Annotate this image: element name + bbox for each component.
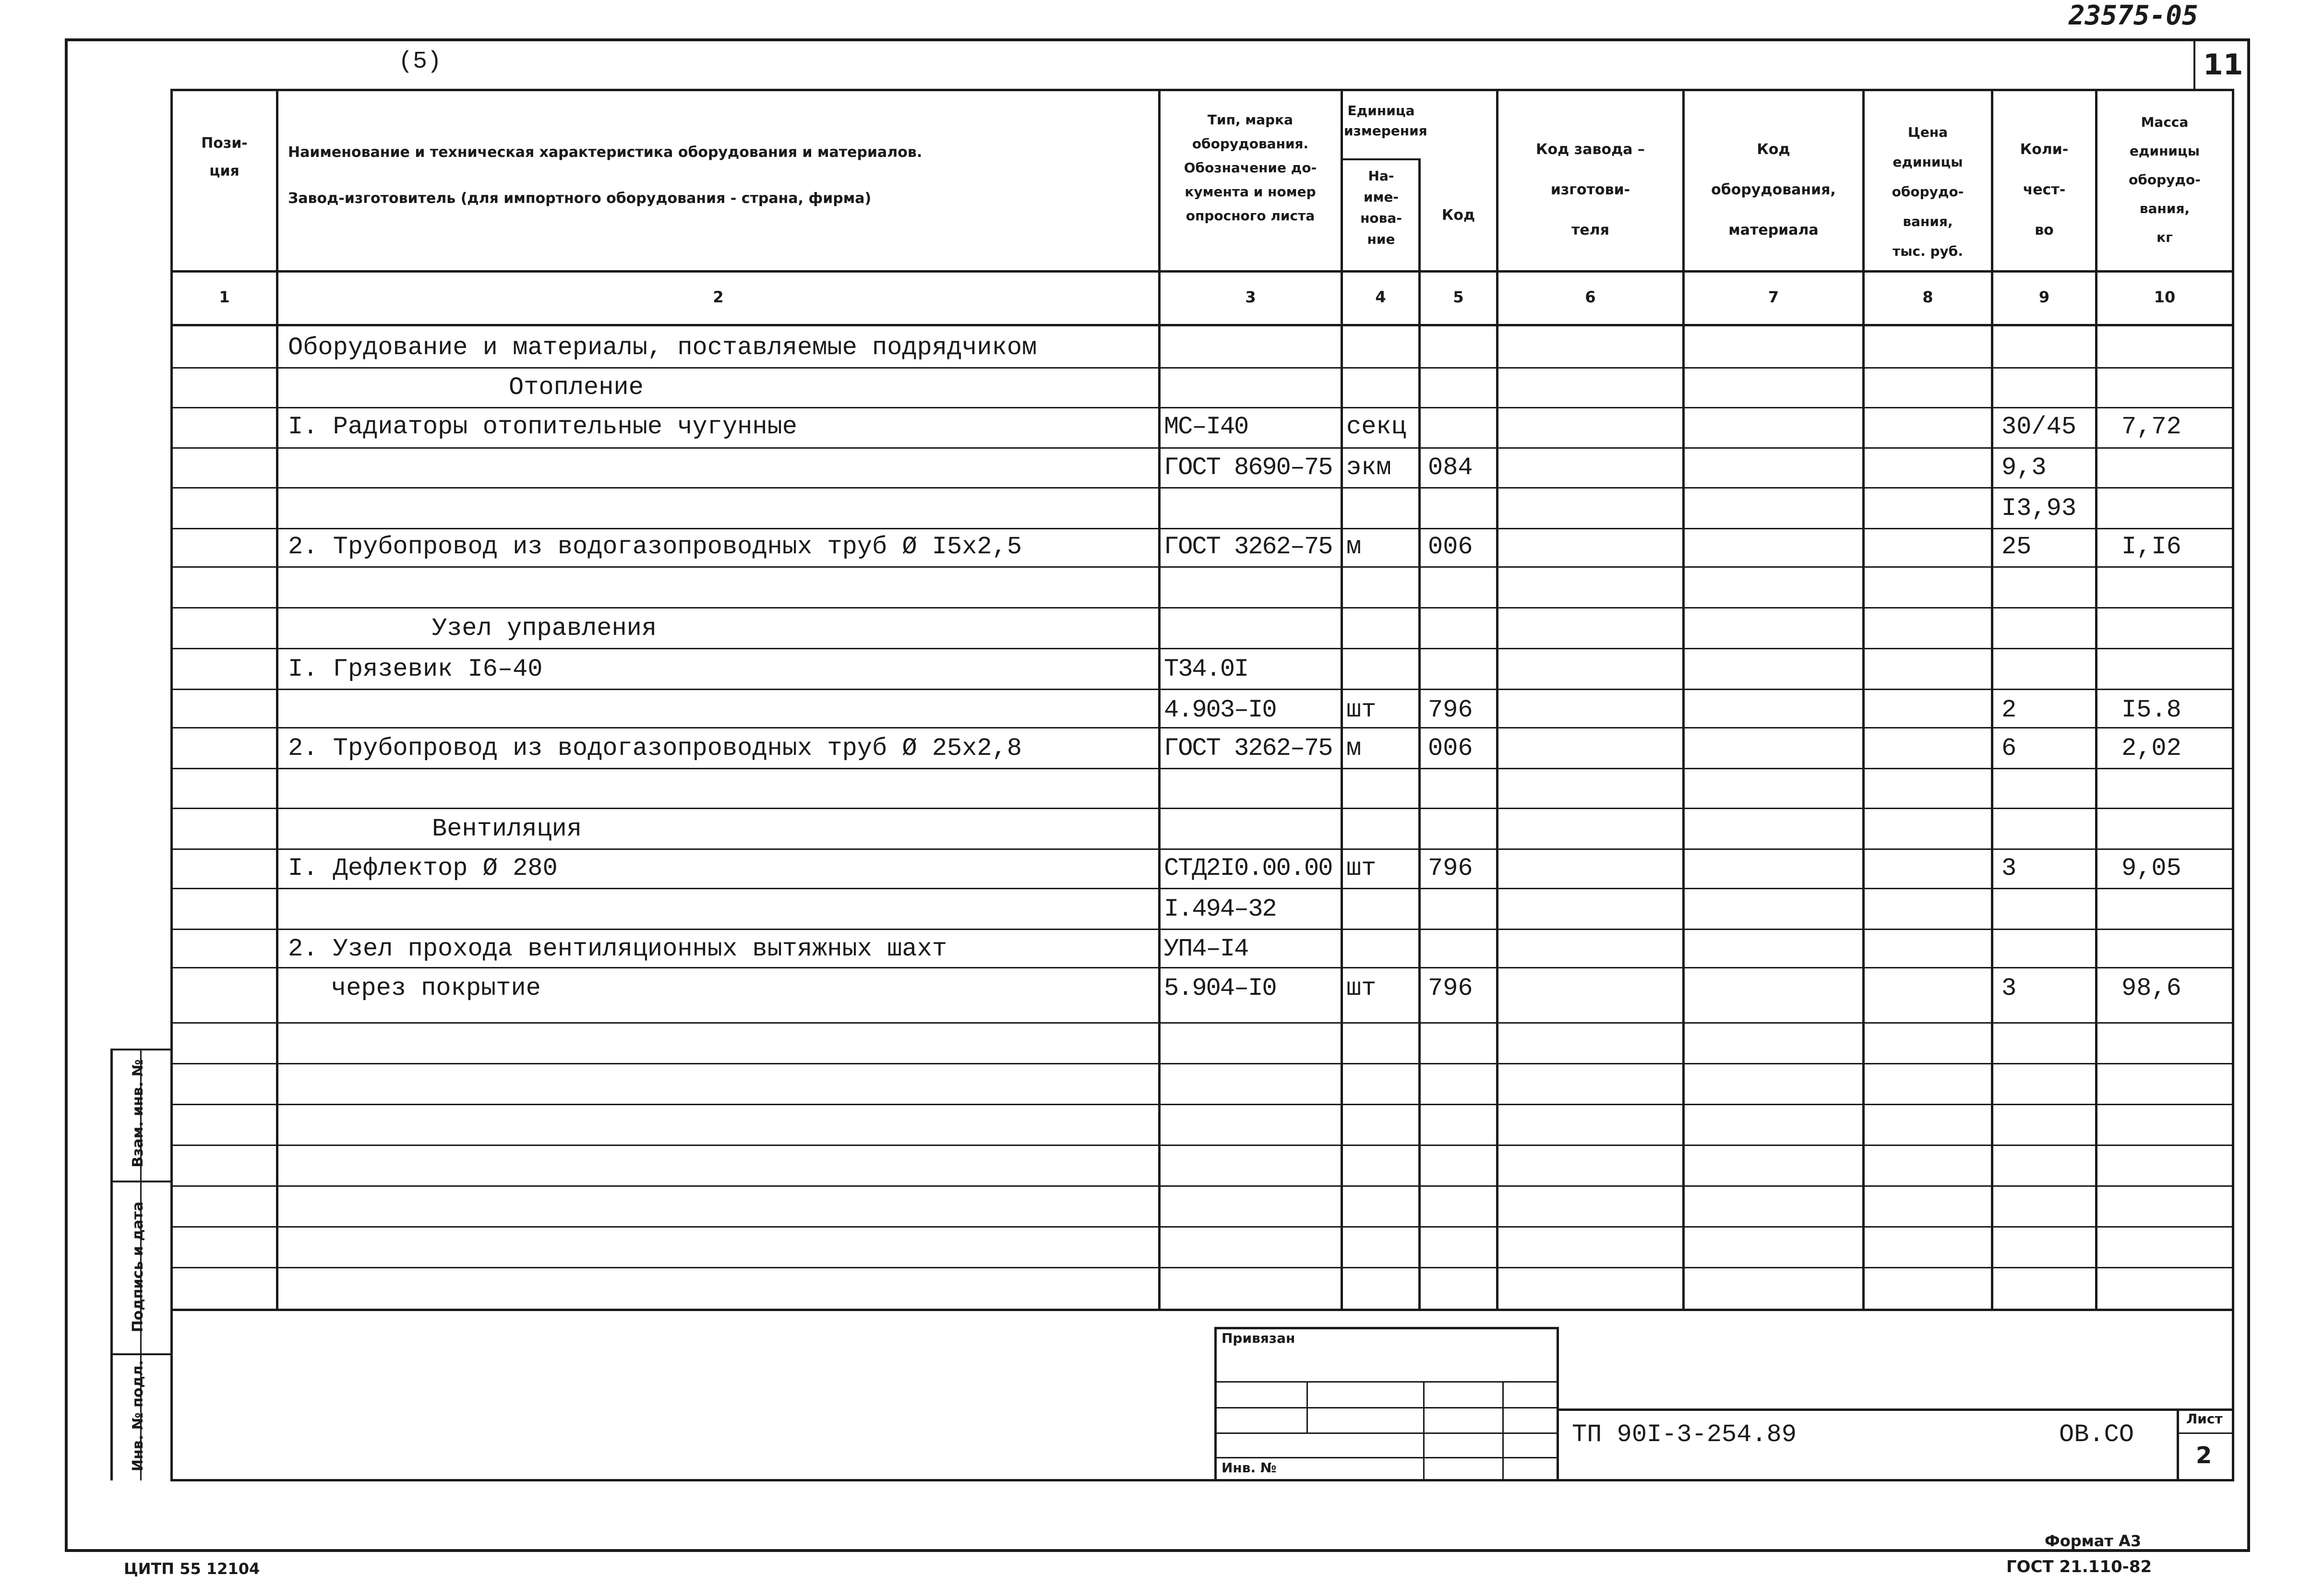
row-qty: 30/45	[2001, 413, 2077, 441]
row-qty: 6	[2001, 734, 2017, 763]
row-code: 084	[1428, 453, 1473, 482]
row-mass: I5.8	[2121, 696, 2181, 724]
footer-standard: ГОСТ 21.110-82	[2006, 1557, 2152, 1576]
title-sheet-label: Лист	[2186, 1411, 2223, 1427]
header-name: Наименование и техническая характеристика оборудования и материалов. Завод-изготовитель (для импортного оборудования - страна, фирма)	[288, 144, 922, 207]
row-type: УП4–I4	[1164, 935, 1248, 963]
side-label-inv-orig: Инв. № подл.	[130, 1360, 146, 1472]
row-type: I.494–32	[1164, 895, 1276, 923]
row-type: 4.903–I0	[1164, 696, 1276, 724]
row-code: 796	[1428, 854, 1473, 883]
row-name: 2. Трубопровод из водогазопроводных труб Ø 25x2,8	[288, 734, 1022, 763]
row-unit: шт	[1346, 974, 1377, 1002]
col-num-5: 5	[1453, 288, 1464, 306]
row-name: Оборудование и материалы, поставляемые подрядчиком	[288, 334, 1037, 362]
frame-left	[65, 38, 68, 1550]
row-name: 2. Узел прохода вентиляционных вытяжных шахт	[288, 935, 947, 963]
row-qty: 3	[2001, 974, 2017, 1002]
row-mass: 9,05	[2121, 854, 2181, 883]
row-type: 5.904–I0	[1164, 974, 1276, 1002]
header-mass: Масса единицы оборудо- вания, кг	[2129, 114, 2201, 245]
col-num-6: 6	[1585, 288, 1596, 306]
col-num-8: 8	[1922, 288, 1933, 306]
row-code: 006	[1428, 533, 1473, 561]
col-num-9: 9	[2038, 288, 2050, 306]
title-sheet-number: 2	[2196, 1442, 2212, 1469]
row-qty: 25	[2001, 533, 2032, 561]
row-qty: 9,3	[2001, 453, 2047, 482]
footer-format: Формат А3	[2045, 1532, 2142, 1550]
row-qty: 3	[2001, 854, 2017, 883]
side-label-inv-replace: Взам. инв. №	[130, 1059, 146, 1168]
row-type: Т34.0I	[1164, 655, 1248, 683]
row-name: через покрытие	[331, 974, 541, 1002]
header-position: Пози- ция	[201, 135, 248, 179]
section-label: (5)	[398, 48, 442, 75]
row-type: ГОСТ 3262–75	[1164, 734, 1332, 763]
title-inv-label: Инв. №	[1222, 1460, 1277, 1476]
row-code: 006	[1428, 734, 1473, 763]
col-num-10: 10	[2154, 288, 2176, 306]
row-name: I. Дефлектор Ø 280	[288, 854, 558, 883]
row-name: Вентиляция	[432, 815, 582, 843]
title-bound-label: Привязан	[1222, 1330, 1295, 1346]
row-mass: 98,6	[2121, 974, 2181, 1002]
row-unit: экм	[1346, 453, 1391, 482]
row-unit: секц	[1346, 413, 1406, 441]
frame-bottom	[65, 1549, 2250, 1552]
header-equip-code: Код оборудования, материала	[1711, 141, 1836, 239]
row-name: Узел управления	[432, 614, 657, 643]
row-type: ГОСТ 3262–75	[1164, 533, 1332, 561]
page-marker: 11	[2203, 48, 2243, 82]
row-name: I. Грязевик I6–40	[288, 655, 543, 683]
col-num-1: 1	[219, 288, 230, 306]
header-unit-code: Код	[1441, 207, 1475, 224]
row-mass: 7,72	[2121, 413, 2181, 441]
title-code: ОВ.СО	[2059, 1420, 2134, 1449]
row-unit: м	[1346, 734, 1362, 763]
header-qty: Коли- чест- во	[2020, 141, 2069, 239]
header-unit-group: Единица измерения	[1344, 103, 1427, 139]
col-num-3: 3	[1245, 288, 1256, 306]
row-code: 796	[1428, 974, 1473, 1002]
col-num-4: 4	[1375, 288, 1386, 306]
title-designation: ТП 90I-3-254.89	[1572, 1420, 1797, 1449]
row-name: 2. Трубопровод из водогазопроводных труб Ø I5x2,5	[288, 533, 1022, 561]
col-num-2: 2	[713, 288, 724, 306]
row-mass: I,I6	[2121, 533, 2181, 561]
row-type: МС–I40	[1164, 413, 1248, 441]
header-type: Тип, марка оборудования. Обозначение до- кумента и номер опросного листа	[1184, 112, 1317, 224]
header-plant-code: Код завода – изготови- теля	[1536, 141, 1645, 239]
row-mass: 2,02	[2121, 734, 2181, 763]
row-qty: 2	[2001, 696, 2017, 724]
side-label-sign-date: Подпись и дата	[130, 1201, 146, 1333]
row-type: ГОСТ 8690–75	[1164, 453, 1332, 482]
footer-org: ЦИТП 55 12104	[124, 1560, 260, 1578]
row-name: Отопление	[509, 373, 644, 402]
row-unit: шт	[1346, 854, 1377, 883]
header-unit-name: На- име- нова- ние	[1360, 168, 1402, 247]
frame-right	[2247, 38, 2250, 1550]
frame-top	[65, 38, 2249, 41]
row-name: I. Радиаторы отопительные чугунные	[288, 413, 797, 441]
header-price: Цена единицы оборудо- вания, тыс. руб.	[1892, 124, 1964, 259]
stamp-number: 23575-05	[2069, 0, 2198, 31]
col-num-7: 7	[1768, 288, 1779, 306]
row-type: СТД2I0.00.00	[1164, 854, 1332, 883]
row-unit: м	[1346, 533, 1362, 561]
row-unit: шт	[1346, 696, 1377, 724]
row-code: 796	[1428, 696, 1473, 724]
row-qty: I3,93	[2001, 494, 2077, 523]
